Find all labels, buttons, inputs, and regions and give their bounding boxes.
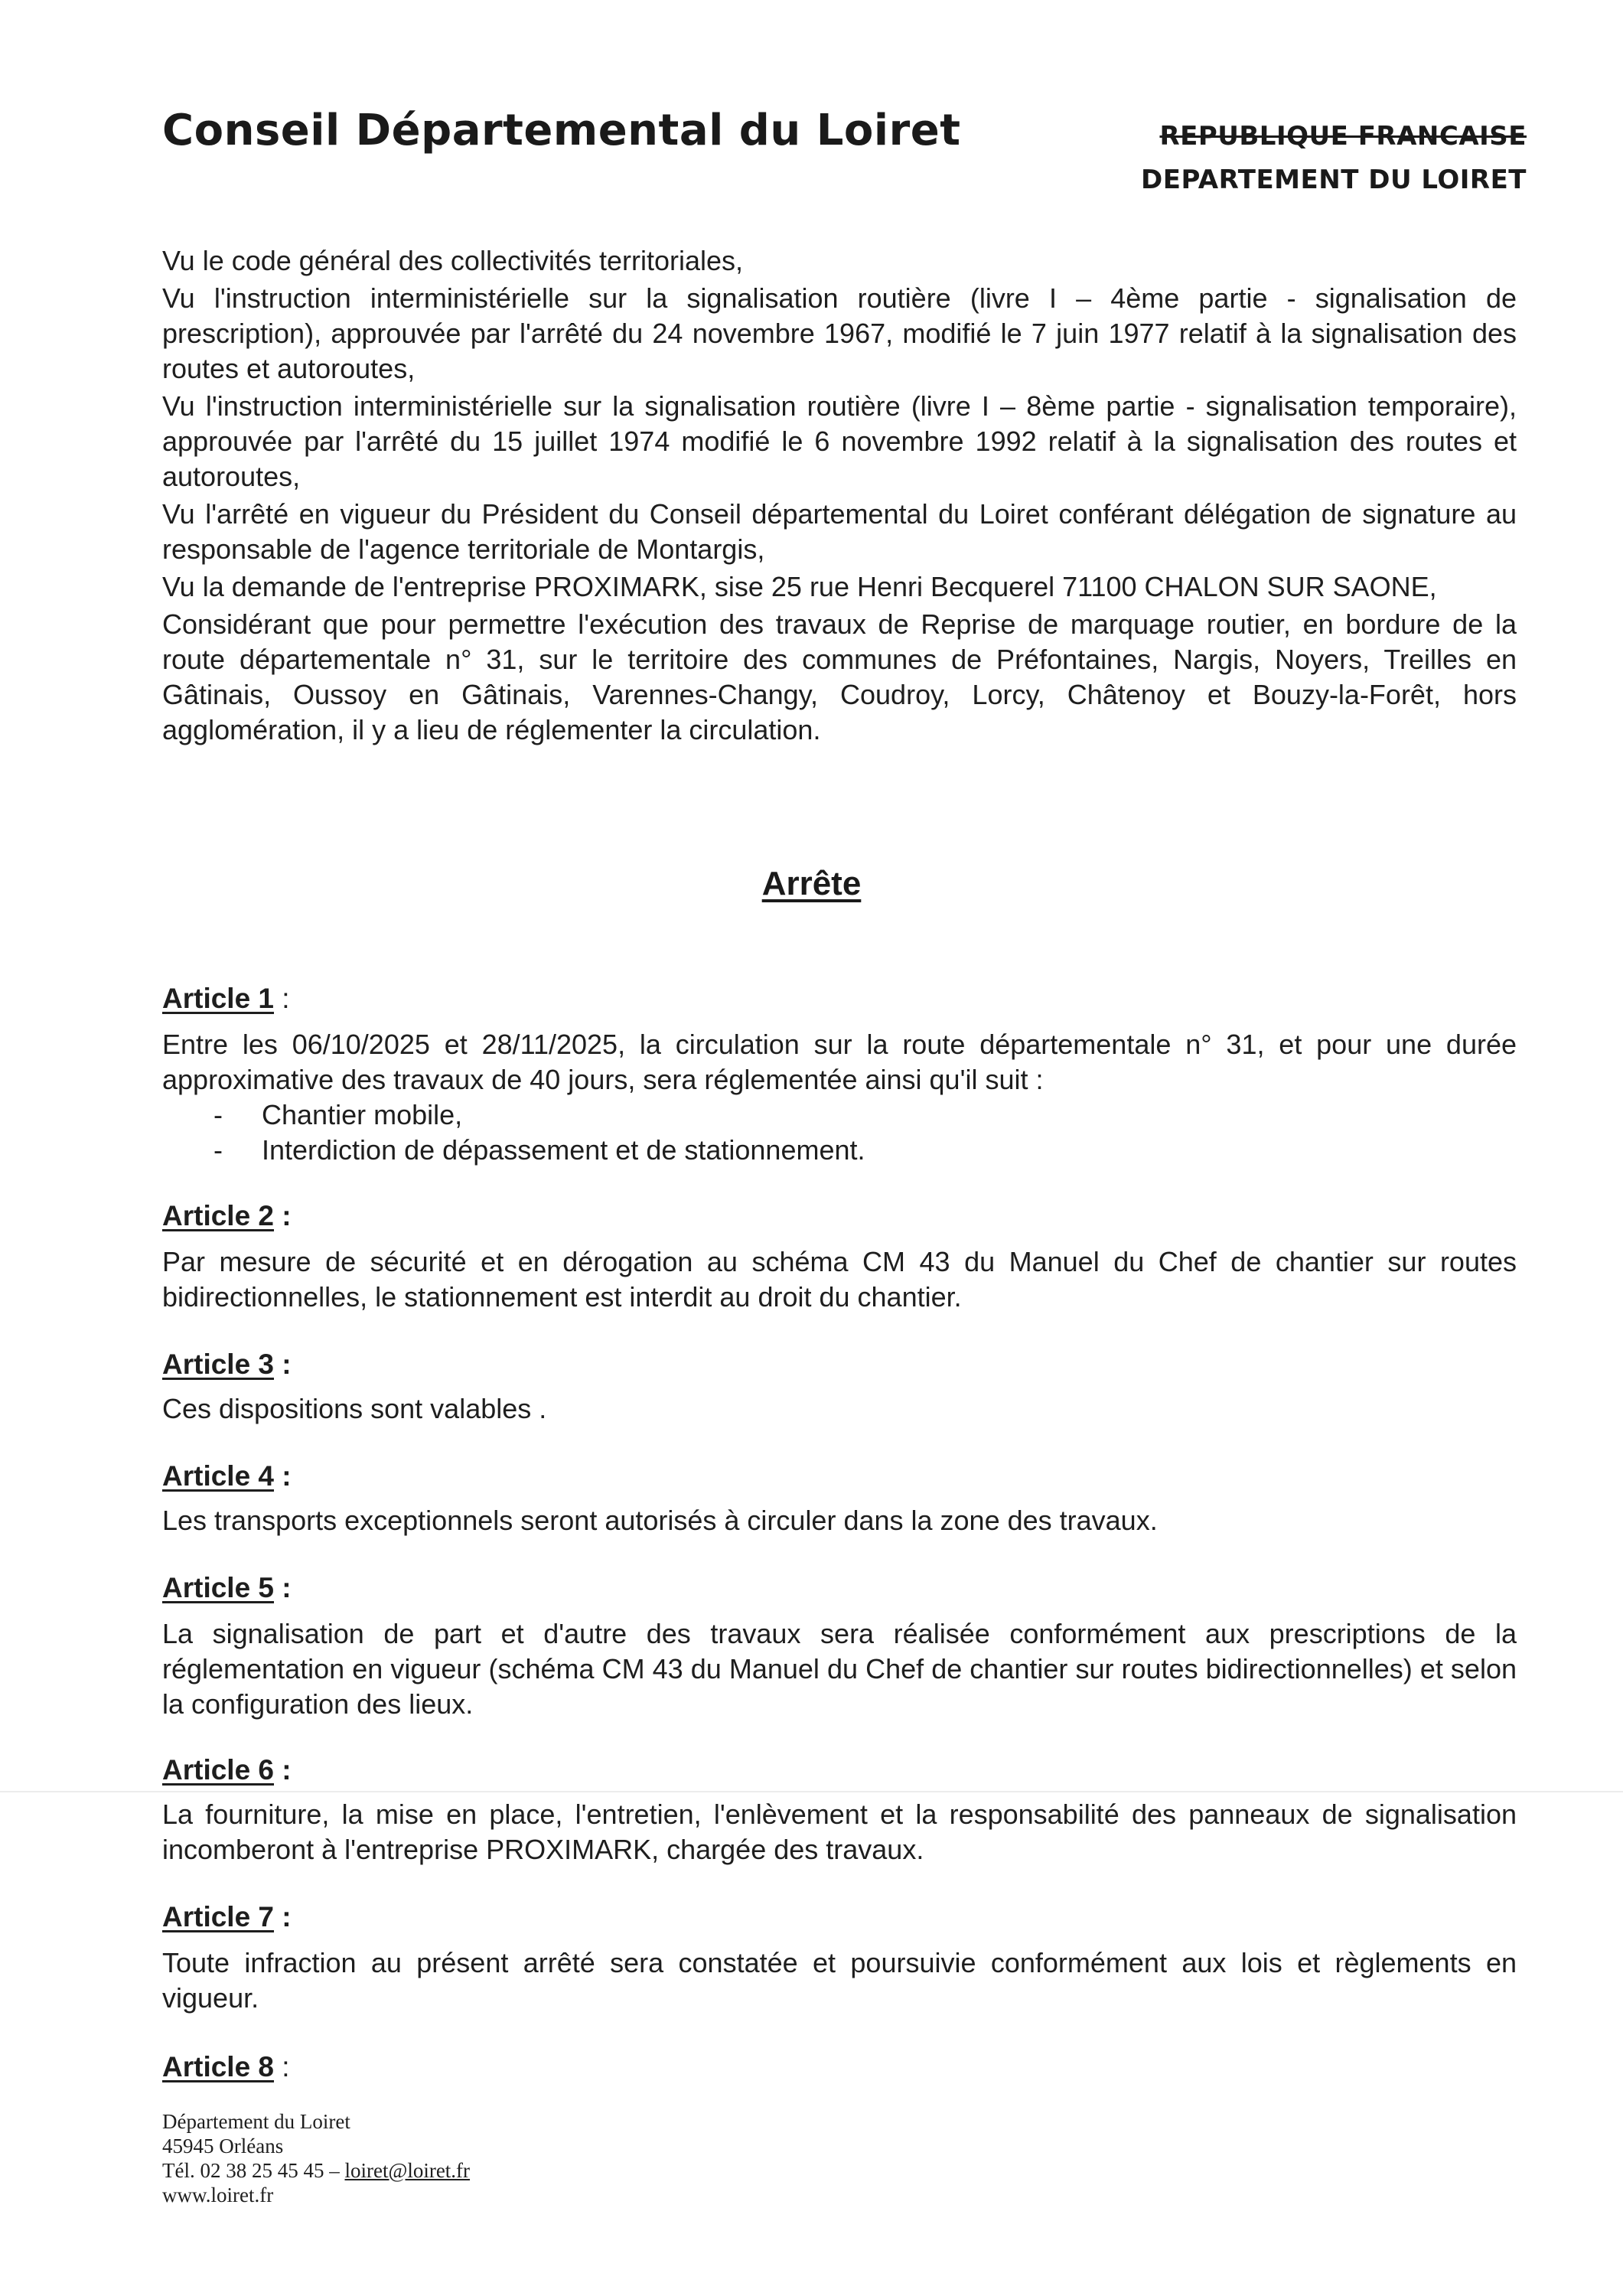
footer	[162, 2109, 470, 2207]
article-7-title	[162, 1901, 292, 1933]
article-2-title	[162, 1200, 292, 1232]
article-5-body: La signalisation de part et d'autre des travaux sera réalisée conformément aux prescriptions de la réglementation en vigueur (schéma CM 43 du Manuel du Chef de chantier sur routes bidirectionnelles) et selon la configuration des lieux.	[162, 1618, 1517, 1720]
list-dash: -	[213, 1134, 223, 1166]
list-item	[162, 1097, 1517, 1133]
article-colon: :	[282, 1200, 292, 1231]
article-colon: :	[282, 1754, 292, 1786]
page-title: Conseil Départemental du Loiret	[162, 106, 961, 155]
article-colon: :	[282, 1572, 292, 1603]
preamble-paragraph: Vu l'arrêté en vigueur du Président du Conseil départemental du Loiret conférant délégation de signature au responsable de l'agence territoriale de Montargis,	[162, 498, 1517, 565]
article-label: Article 1	[162, 983, 275, 1014]
article-colon: :	[282, 1460, 292, 1492]
footer-website-link[interactable]: www.loiret.fr	[162, 2183, 274, 2206]
article-2-body: Par mesure de sécurité et en dérogation au schéma CM 43 du Manuel du Chef de chantier sur routes bidirectionnelles, le stationnement est interdit au droit du chantier.	[162, 1246, 1517, 1313]
article-text: Entre les 06/10/2025 et 28/11/2025, la circulation sur la route départementale n° 31, et pour une durée approximative des travaux de 40 jours, sera réglementée ainsi qu'il suit :	[162, 1029, 1517, 1095]
article-3-body: Ces dispositions sont valables .	[162, 1393, 547, 1424]
article-3-title	[162, 1349, 292, 1381]
article-colon: :	[282, 2051, 290, 2082]
article-6-title	[162, 1754, 292, 1786]
departement-label: DEPARTEMENT DU LOIRET	[1141, 165, 1527, 195]
article-6-body: La fourniture, la mise en place, l'entretien, l'enlèvement et la responsabilité des panneaux de signalisation incomberont à l'entreprise PROXIMARK, chargée des travaux.	[162, 1799, 1517, 1865]
preamble-paragraph: Vu la demande de l'entreprise PROXIMARK, sise 25 rue Henri Becquerel 71100 CHALON SUR SAONE,	[162, 571, 1437, 602]
preamble-paragraph: Vu l'instruction interministérielle sur la signalisation routière (livre I – 4ème partie - signalisation de prescription), approuvée par l'arrêté du 24 novembre 1967, modifié le 7 juin 1977 relatif à la signalisation des routes et autoroutes,	[162, 282, 1517, 384]
footer-email-link[interactable]: loiret@loiret.fr	[344, 2159, 471, 2182]
republique-francaise-label: REPUBLIQUE FRANCAISE	[1159, 121, 1527, 152]
preamble	[162, 243, 1517, 750]
footer-org: Département du Loiret	[162, 2110, 350, 2133]
article-colon: :	[282, 1349, 292, 1380]
footer-city: 45945 Orléans	[162, 2135, 284, 2157]
article-1-title	[162, 983, 290, 1015]
considerant-paragraph: Considérant que pour permettre l'exécution des travaux de Reprise de marquage routier, en bordure de la route départementale n° 31, sur le territoire des communes de Préfontaines, Nargis, Noyers, Treilles en Gâtinais, Oussoy en Gâtinais, Varennes-Changy, Coudroy, Lorcy, Châtenoy et Bouzy-la-Forêt, hors agglomération, il y a lieu de réglementer la circulation.	[162, 608, 1517, 745]
preamble-paragraph: Vu le code général des collectivités territoriales,	[162, 245, 744, 276]
footer-phone: Tél. 02 38 25 45 45 –	[162, 2159, 340, 2182]
list-item	[162, 1133, 1517, 1168]
article-label: Article 7	[162, 1901, 275, 1932]
list-item-text: Interdiction de dépassement et de stationnement.	[262, 1134, 865, 1166]
article-1-list	[162, 1097, 1517, 1168]
article-label: Article 6	[162, 1754, 275, 1786]
article-5-title	[162, 1572, 292, 1604]
article-1-body	[162, 1027, 1517, 1168]
article-colon: :	[282, 983, 290, 1014]
article-4-body: Les transports exceptionnels seront autorisés à circuler dans la zone des travaux.	[162, 1505, 1158, 1536]
article-8-title	[162, 2051, 290, 2083]
list-dash: -	[213, 1099, 223, 1130]
article-label: Article 3	[162, 1349, 275, 1380]
article-label: Article 5	[162, 1572, 275, 1603]
header-right-block	[1141, 115, 1527, 202]
article-7-body: Toute infraction au présent arrêté sera constatée et poursuivie conformément aux lois et règlements en vigueur.	[162, 1947, 1517, 2014]
preamble-paragraph: Vu l'instruction interministérielle sur la signalisation routière (livre I – 8ème partie - signalisation temporaire), approuvée par l'arrêté du 15 juillet 1974 modifié le 6 novembre 1992 relatif à la signalisation des routes et autoroutes,	[162, 390, 1517, 492]
article-label: Article 2	[162, 1200, 275, 1231]
decision-heading: Arrête	[761, 865, 862, 902]
article-label: Article 8	[162, 2051, 275, 2082]
article-colon: :	[282, 1901, 292, 1932]
scan-divider	[0, 1791, 1623, 1792]
list-item-text: Chantier mobile,	[262, 1099, 463, 1130]
article-label: Article 4	[162, 1460, 275, 1492]
article-4-title	[162, 1460, 292, 1492]
footer-contact	[162, 2158, 470, 2183]
